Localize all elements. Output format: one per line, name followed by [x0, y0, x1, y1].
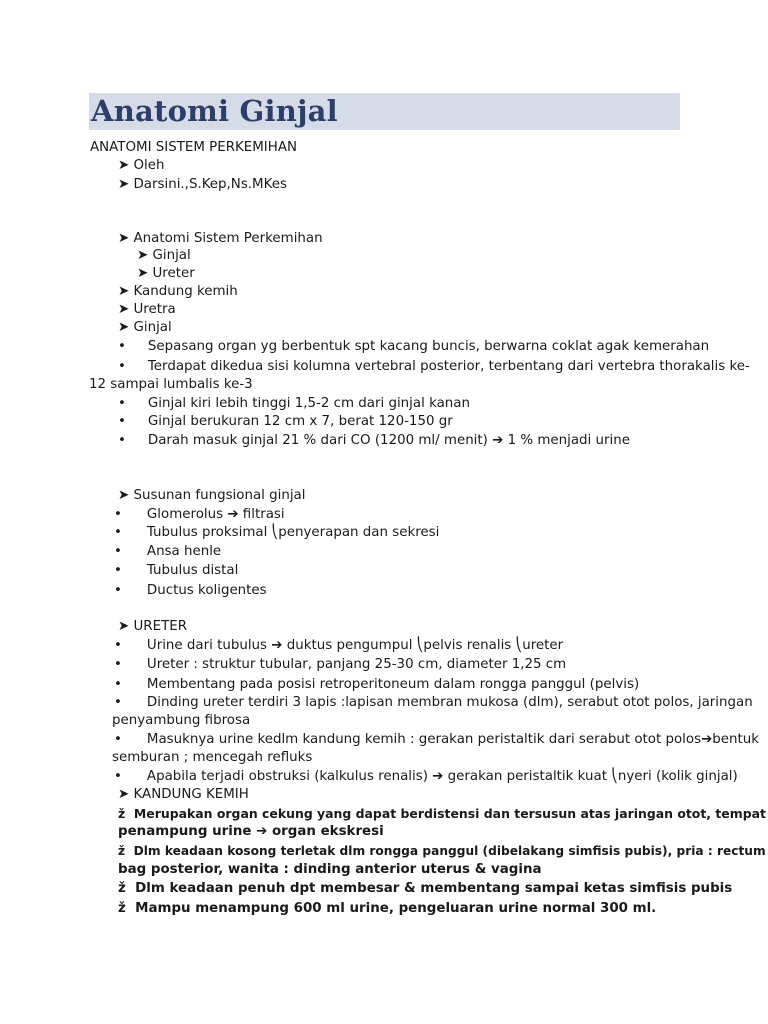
- bullet-icon: •: [114, 769, 122, 784]
- arrow-icon: ➤: [118, 488, 130, 503]
- bullet-icon: •: [114, 638, 122, 653]
- outline-item-uretra: ➤ Uretra: [118, 302, 176, 317]
- bullet-icon: •: [114, 507, 122, 522]
- list-item: • Membentang pada posisi retroperitoneum dalam rongga panggul (pelvis): [114, 677, 640, 692]
- list-item: • Darah masuk ginjal 21 % dari CO (1200 ml/ menit) ➔ 1 % menjadi urine: [118, 433, 630, 448]
- list-item: • Urine dari tubulus ➔ duktus pengumpul ⎝pelvis renalis ⎝ureter: [114, 638, 564, 653]
- list-item: • Ginjal berukuran 12 cm x 7, berat 120-150 gr: [118, 414, 453, 429]
- list-item: ž Merupakan organ cekung yang dapat berdistensi dan tersusun atas jaringan otot, tempat: [118, 806, 766, 821]
- arrow-icon: ➤: [118, 787, 130, 802]
- bullet-icon: •: [118, 339, 126, 354]
- list-item: • Masuknya urine kedlm kandung kemih : gerakan peristaltik dari serabut otot polos➔bentuk: [114, 732, 760, 747]
- list-item-continued: 12 sampai lumbalis ke-3: [89, 377, 253, 392]
- arrow-icon: ➤: [137, 266, 149, 281]
- bullet-icon: •: [114, 563, 122, 578]
- bullet-icon: •: [114, 525, 122, 540]
- list-item: • Ansa henle: [114, 544, 222, 559]
- section-heading-susunan: ➤ Susunan fungsional ginjal: [118, 488, 306, 503]
- bullet-icon: •: [118, 414, 126, 429]
- bullet-icon: •: [118, 433, 126, 448]
- bullet-icon: •: [118, 396, 126, 411]
- arrow-icon: ➤: [118, 231, 130, 246]
- section-heading-kandung: ➤ KANDUNG KEMIH: [118, 787, 249, 802]
- outline-heading: ➤ Anatomi Sistem Perkemihan: [118, 231, 323, 246]
- outline-item-ureter: ➤ Ureter: [137, 266, 195, 281]
- marker-icon: ž: [118, 844, 126, 858]
- marker-icon: ž: [118, 901, 126, 916]
- section-heading-ureter: ➤ URETER: [118, 619, 188, 634]
- list-item-continued: bag posterior, wanita : dinding anterior uterus & vagina: [118, 862, 542, 877]
- list-item-continued: penyambung fibrosa: [112, 713, 251, 728]
- marker-icon: ž: [118, 881, 126, 896]
- arrow-icon: ➤: [118, 619, 130, 634]
- marker-icon: ž: [118, 806, 126, 821]
- list-item: • Tubulus proksimal ⎝penyerapan dan sekresi: [114, 525, 440, 540]
- outline-item-ginjal: ➤ Ginjal: [137, 248, 191, 263]
- bullet-icon: •: [114, 695, 122, 710]
- bullet-icon: •: [118, 359, 126, 374]
- list-item: ž Mampu menampung 600 ml urine, pengeluaran urine normal 300 ml.: [118, 901, 657, 916]
- arrow-icon: ➤: [118, 158, 130, 173]
- list-item: ž Dlm keadaan kosong terletak dlm rongga panggul (dibelakang simfisis pubis), pria : rectum: [118, 844, 766, 858]
- arrow-icon: ➤: [118, 284, 130, 299]
- arrow-icon: ➤: [118, 320, 130, 335]
- list-item: • Glomerolus ➔ filtrasi: [114, 507, 285, 522]
- subtitle: ANATOMI SISTEM PERKEMIHAN: [90, 140, 298, 155]
- list-item: • Dinding ureter terdiri 3 lapis :lapisan membran mukosa (dlm), serabut otot polos, jaringan: [114, 695, 753, 710]
- list-item: • Terdapat dikedua sisi kolumna vertebral posterior, terbentang dari vertebra thorakalis ke-: [118, 359, 750, 374]
- list-item: ž Dlm keadaan penuh dpt membesar & membentang sampai ketas simfisis pubis: [118, 881, 733, 896]
- bullet-icon: •: [114, 544, 122, 559]
- list-item: • Ginjal kiri lebih tinggi 1,5-2 cm dari ginjal kanan: [118, 396, 470, 411]
- outline-item-ginjal-main: ➤ Ginjal: [118, 320, 172, 335]
- list-item: • Tubulus distal: [114, 563, 239, 578]
- list-item-continued: penampung urine ➔ organ ekskresi: [118, 824, 384, 839]
- author-label: ➤ Oleh: [118, 158, 165, 173]
- list-item: • Ductus koligentes: [114, 583, 267, 598]
- list-item: • Apabila terjadi obstruksi (kalkulus renalis) ➔ gerakan peristaltik kuat ⎝nyeri (kolik ginjal): [114, 769, 738, 784]
- bullet-icon: •: [114, 583, 122, 598]
- author-name: ➤ Darsini.,S.Kep,Ns.MKes: [118, 177, 287, 192]
- arrow-icon: ➤: [137, 248, 149, 263]
- list-item: • Sepasang organ yg berbentuk spt kacang buncis, berwarna coklat agak kemerahan: [118, 339, 710, 354]
- page-title: Anatomi Ginjal: [91, 94, 338, 128]
- arrow-icon: ➤: [118, 302, 130, 317]
- arrow-icon: ➤: [118, 177, 130, 192]
- bullet-icon: •: [114, 732, 122, 747]
- bullet-icon: •: [114, 677, 122, 692]
- bullet-icon: •: [114, 657, 122, 672]
- list-item: • Ureter : struktur tubular, panjang 25-30 cm, diameter 1,25 cm: [114, 657, 567, 672]
- list-item-continued: semburan ; mencegah refluks: [112, 750, 313, 765]
- outline-item-kandung: ➤ Kandung kemih: [118, 284, 238, 299]
